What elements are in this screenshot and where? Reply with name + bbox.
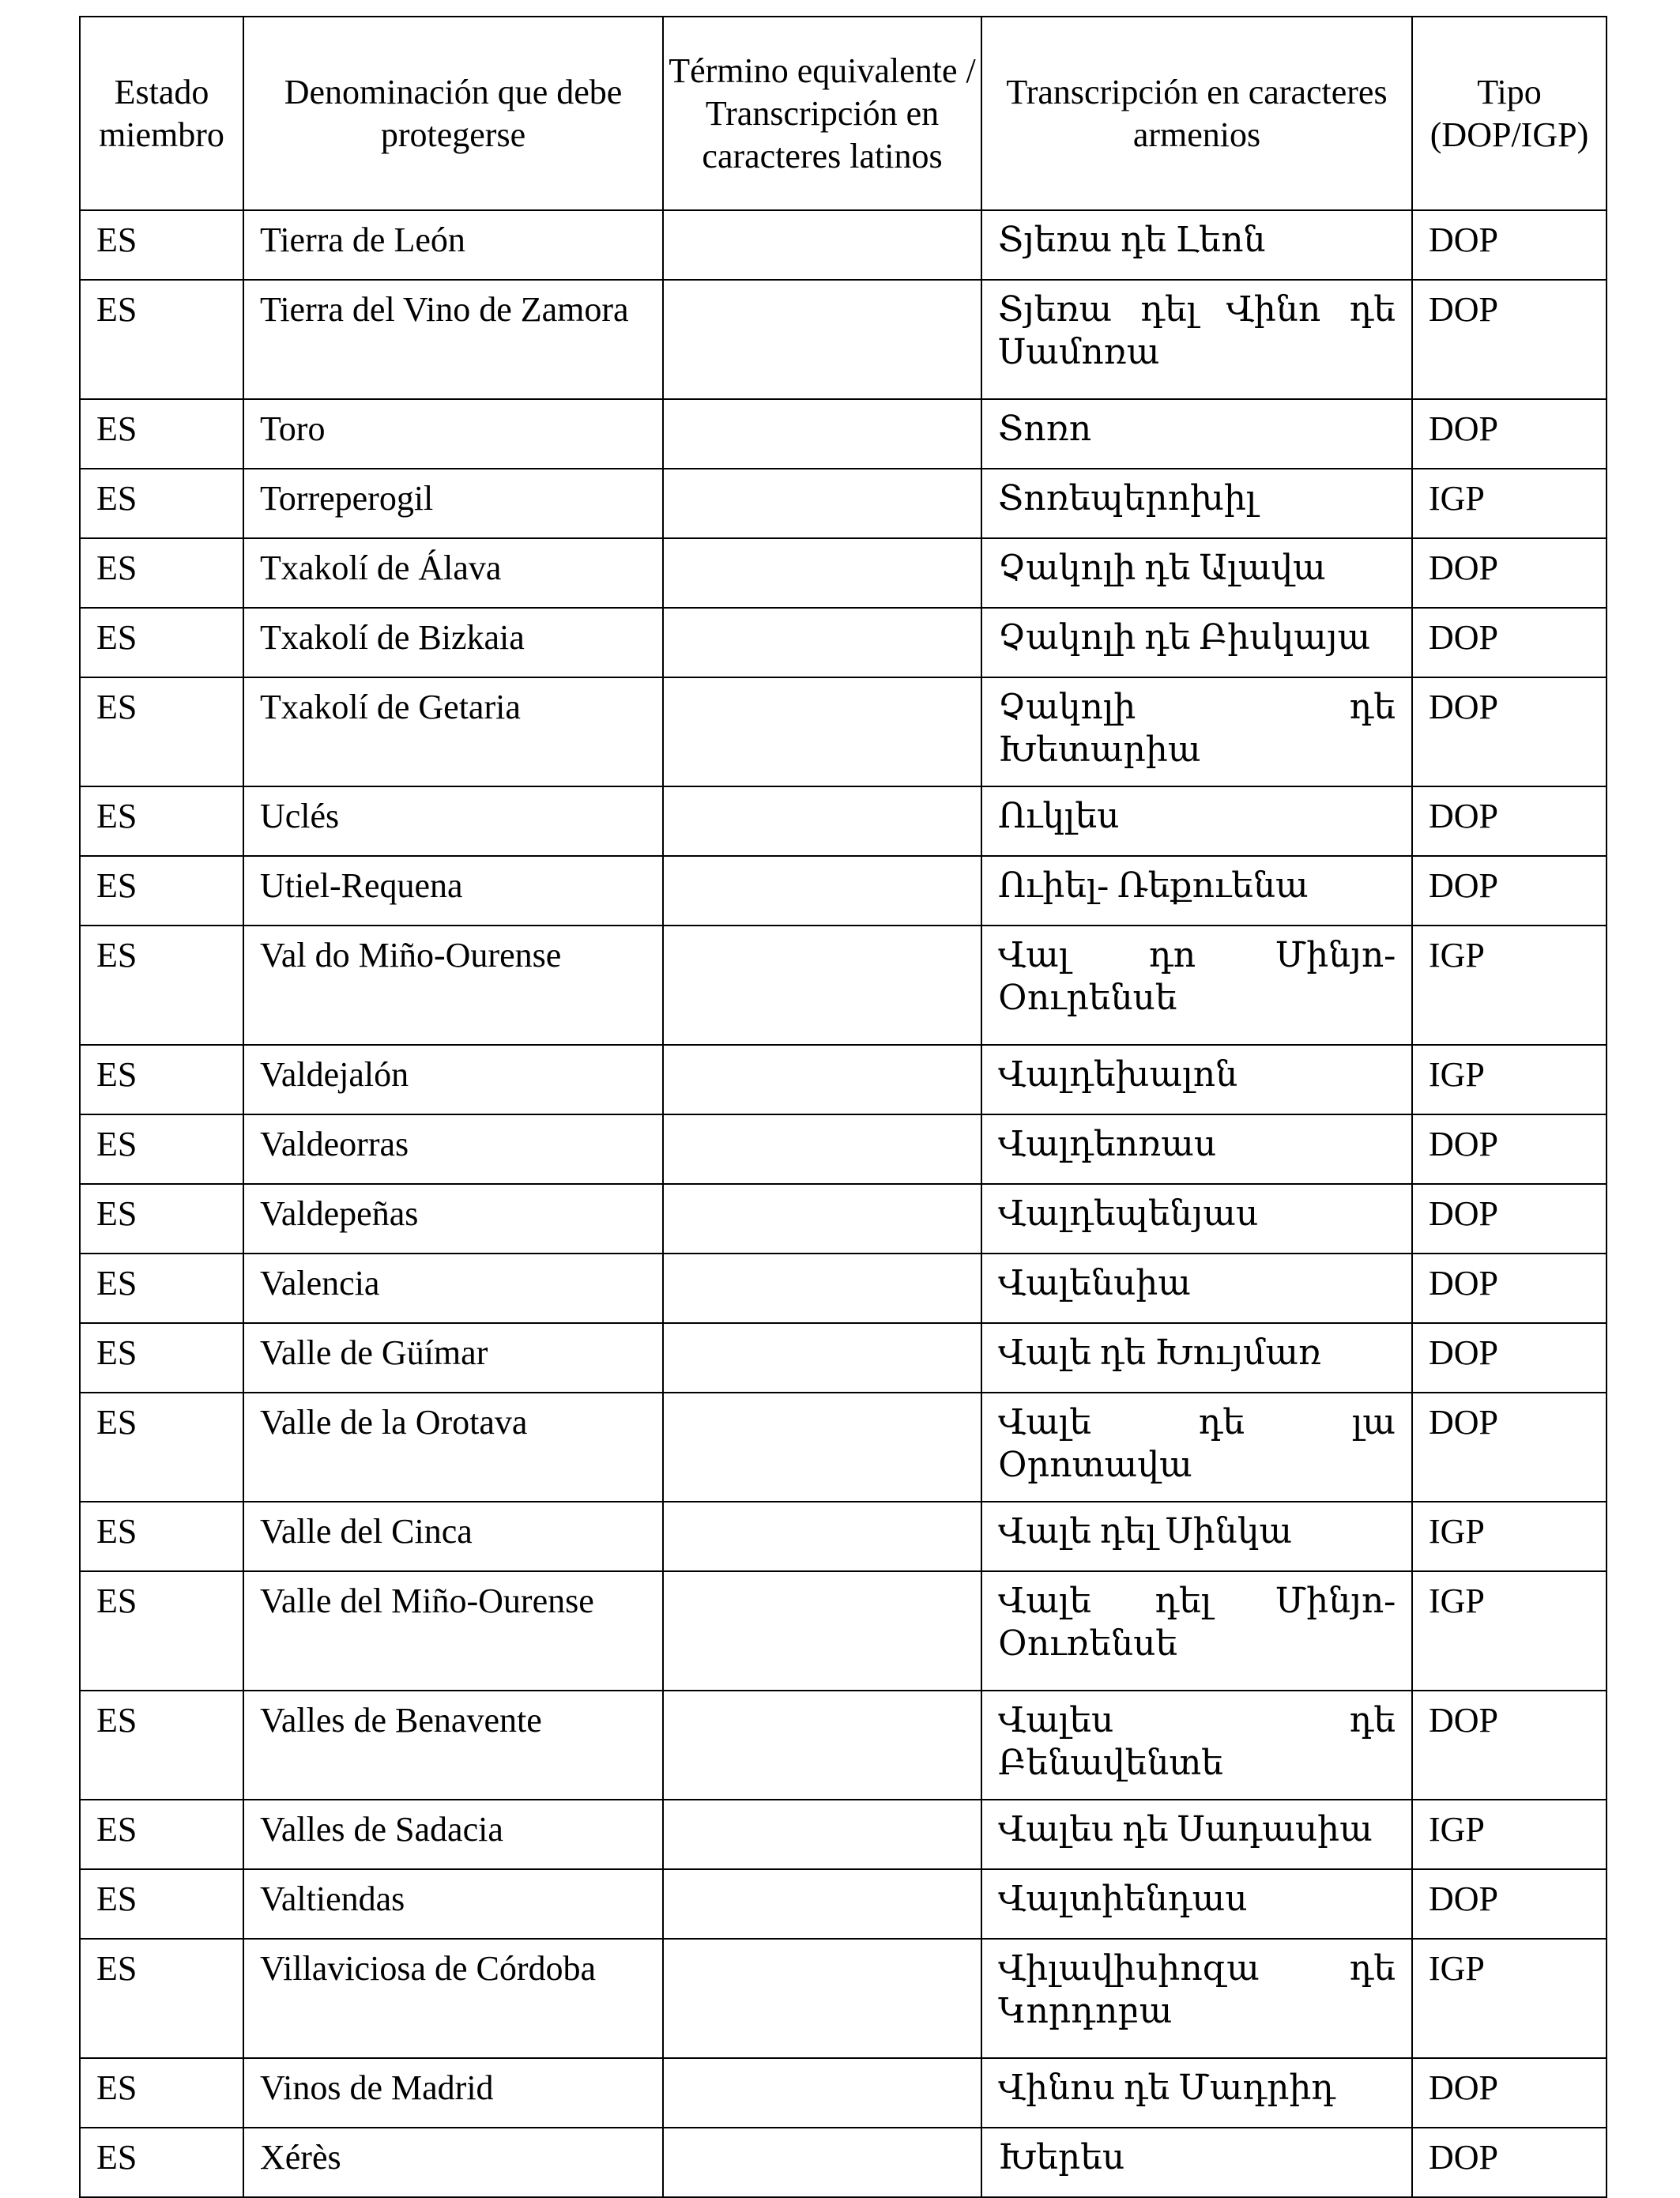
- cell-equivalent: [663, 926, 981, 1045]
- cell-armenian: Վալե դել Մինյո-Օուռենսե: [981, 1571, 1412, 1691]
- cell-type: DOP: [1412, 2058, 1607, 2128]
- cell-state: ES: [80, 1939, 243, 2058]
- cell-denomination: Valle del Cinca: [243, 1502, 663, 1571]
- cell-type: IGP: [1412, 1939, 1607, 2058]
- cell-type: DOP: [1412, 1691, 1607, 1800]
- cell-armenian: Վիլավիսիոզա դե Կորդոբա: [981, 1939, 1412, 2058]
- cell-state: ES: [80, 1571, 243, 1691]
- cell-denomination: Torreperogil: [243, 469, 663, 538]
- cell-equivalent: [663, 538, 981, 608]
- table-row: [80, 469, 1607, 538]
- cell-denomination: Txakolí de Bizkaia: [243, 608, 663, 677]
- cell-denomination: Valdeorras: [243, 1114, 663, 1184]
- cell-type: DOP: [1412, 280, 1607, 399]
- cell-state: ES: [80, 926, 243, 1045]
- cell-type: IGP: [1412, 926, 1607, 1045]
- denominations-table: [79, 16, 1607, 2198]
- cell-equivalent: [663, 2058, 981, 2128]
- cell-denomination: Toro: [243, 399, 663, 469]
- cell-armenian: Տոռեպերոխիլ: [981, 469, 1412, 538]
- cell-type: DOP: [1412, 1254, 1607, 1323]
- table-row: [80, 1691, 1607, 1800]
- table-row: [80, 2058, 1607, 2128]
- cell-equivalent: [663, 2128, 981, 2197]
- cell-denomination: Val do Miño-Ourense: [243, 926, 663, 1045]
- cell-equivalent: [663, 1323, 981, 1393]
- cell-denomination: Vinos de Madrid: [243, 2058, 663, 2128]
- cell-armenian: Տոռո: [981, 399, 1412, 469]
- cell-state: ES: [80, 856, 243, 926]
- cell-armenian: Վալե դե Խույմառ: [981, 1323, 1412, 1393]
- cell-type: DOP: [1412, 538, 1607, 608]
- cell-type: IGP: [1412, 469, 1607, 538]
- cell-armenian: Խերես: [981, 2128, 1412, 2197]
- table-row: [80, 1184, 1607, 1254]
- cell-denomination: Valtiendas: [243, 1869, 663, 1939]
- cell-state: ES: [80, 1691, 243, 1800]
- table-row: [80, 399, 1607, 469]
- cell-equivalent: [663, 210, 981, 280]
- cell-denomination: Valdejalón: [243, 1045, 663, 1114]
- cell-equivalent: [663, 1184, 981, 1254]
- cell-armenian: Վալե դել Սինկա: [981, 1502, 1412, 1571]
- cell-denomination: Valle de Güímar: [243, 1323, 663, 1393]
- table-row: [80, 608, 1607, 677]
- table-row: [80, 1323, 1607, 1393]
- cell-denomination: Txakolí de Getaria: [243, 677, 663, 786]
- cell-state: ES: [80, 280, 243, 399]
- cell-denomination: Utiel-Requena: [243, 856, 663, 926]
- table-row: [80, 1869, 1607, 1939]
- cell-equivalent: [663, 1045, 981, 1114]
- table-row: [80, 1254, 1607, 1323]
- cell-armenian: Վալդեպենյաս: [981, 1184, 1412, 1254]
- cell-armenian: Վալե դե լա Օրոտավա: [981, 1393, 1412, 1502]
- cell-equivalent: [663, 1254, 981, 1323]
- cell-state: ES: [80, 1502, 243, 1571]
- cell-denomination: Tierra del Vino de Zamora: [243, 280, 663, 399]
- header-armenian-transcription: Transcripción en caracteres armenios: [981, 17, 1412, 210]
- cell-armenian: Ուկլես: [981, 786, 1412, 856]
- cell-type: DOP: [1412, 786, 1607, 856]
- cell-type: DOP: [1412, 1869, 1607, 1939]
- cell-denomination: Txakolí de Álava: [243, 538, 663, 608]
- cell-armenian: Վալ դո Մինյո-Օուրենսե: [981, 926, 1412, 1045]
- table-row: [80, 677, 1607, 786]
- cell-type: DOP: [1412, 856, 1607, 926]
- cell-denomination: Valencia: [243, 1254, 663, 1323]
- cell-denomination: Valle de la Orotava: [243, 1393, 663, 1502]
- cell-armenian: Վինոս դե Մադրիդ: [981, 2058, 1412, 2128]
- header-type: Tipo (DOP/IGP): [1412, 17, 1607, 210]
- cell-armenian: Չակոլի դե Բիսկայա: [981, 608, 1412, 677]
- cell-equivalent: [663, 677, 981, 786]
- table-row: [80, 538, 1607, 608]
- cell-equivalent: [663, 1502, 981, 1571]
- cell-type: DOP: [1412, 210, 1607, 280]
- cell-state: ES: [80, 538, 243, 608]
- cell-equivalent: [663, 1571, 981, 1691]
- cell-denomination: Tierra de León: [243, 210, 663, 280]
- cell-equivalent: [663, 1939, 981, 2058]
- cell-armenian: Վալենսիա: [981, 1254, 1412, 1323]
- cell-state: ES: [80, 2058, 243, 2128]
- cell-state: ES: [80, 399, 243, 469]
- table-row: [80, 1800, 1607, 1869]
- cell-state: ES: [80, 1184, 243, 1254]
- cell-armenian: Տյեռա դե Լեոն: [981, 210, 1412, 280]
- cell-state: ES: [80, 2128, 243, 2197]
- table-row: [80, 1393, 1607, 1502]
- cell-state: ES: [80, 677, 243, 786]
- cell-type: DOP: [1412, 1114, 1607, 1184]
- cell-armenian: Ուիել- Ռեքուենա: [981, 856, 1412, 926]
- cell-type: IGP: [1412, 1800, 1607, 1869]
- cell-equivalent: [663, 1393, 981, 1502]
- cell-state: ES: [80, 608, 243, 677]
- table-row: [80, 1571, 1607, 1691]
- cell-denomination: Villaviciosa de Córdoba: [243, 1939, 663, 2058]
- cell-type: IGP: [1412, 1502, 1607, 1571]
- cell-type: DOP: [1412, 608, 1607, 677]
- table-row: [80, 210, 1607, 280]
- cell-state: ES: [80, 469, 243, 538]
- cell-state: ES: [80, 1800, 243, 1869]
- cell-state: ES: [80, 786, 243, 856]
- cell-state: ES: [80, 1114, 243, 1184]
- cell-state: ES: [80, 1869, 243, 1939]
- table-row: [80, 2128, 1607, 2197]
- cell-equivalent: [663, 280, 981, 399]
- cell-state: ES: [80, 1045, 243, 1114]
- cell-state: ES: [80, 210, 243, 280]
- cell-equivalent: [663, 1800, 981, 1869]
- cell-denomination: Xérès: [243, 2128, 663, 2197]
- cell-equivalent: [663, 399, 981, 469]
- table-row: [80, 1045, 1607, 1114]
- cell-equivalent: [663, 1869, 981, 1939]
- header-member-state: Estado miembro: [80, 17, 243, 210]
- cell-armenian: Վալդեոռաս: [981, 1114, 1412, 1184]
- header-denomination: Denominación que debe protegerse: [243, 17, 663, 210]
- table-row: [80, 1502, 1607, 1571]
- table-row: [80, 926, 1607, 1045]
- cell-denomination: Valdepeñas: [243, 1184, 663, 1254]
- cell-type: IGP: [1412, 1571, 1607, 1691]
- cell-type: DOP: [1412, 1323, 1607, 1393]
- cell-armenian: Վալես դե Սադասիա: [981, 1800, 1412, 1869]
- header-equivalent-term: Término equivalente / Transcripción en caracteres latinos: [663, 17, 981, 210]
- cell-type: DOP: [1412, 1184, 1607, 1254]
- cell-type: IGP: [1412, 1045, 1607, 1114]
- table-row: [80, 1939, 1607, 2058]
- cell-equivalent: [663, 856, 981, 926]
- cell-type: DOP: [1412, 1393, 1607, 1502]
- cell-type: DOP: [1412, 2128, 1607, 2197]
- cell-armenian: Չակոլի դե Ալավա: [981, 538, 1412, 608]
- table-row: [80, 1114, 1607, 1184]
- cell-equivalent: [663, 786, 981, 856]
- cell-equivalent: [663, 1114, 981, 1184]
- cell-equivalent: [663, 1691, 981, 1800]
- table-row: [80, 280, 1607, 399]
- cell-armenian: Վալտիենդաս: [981, 1869, 1412, 1939]
- cell-state: ES: [80, 1393, 243, 1502]
- cell-armenian: Չակոլի դե Խետարիա: [981, 677, 1412, 786]
- cell-state: ES: [80, 1323, 243, 1393]
- cell-denomination: Uclés: [243, 786, 663, 856]
- cell-armenian: Վալես դե Բենավենտե: [981, 1691, 1412, 1800]
- cell-type: DOP: [1412, 677, 1607, 786]
- cell-armenian: Վալդեխալոն: [981, 1045, 1412, 1114]
- cell-armenian: Տյեռա դել Վինո դե Սամոռա: [981, 280, 1412, 399]
- cell-state: ES: [80, 1254, 243, 1323]
- cell-equivalent: [663, 608, 981, 677]
- cell-type: DOP: [1412, 399, 1607, 469]
- table-row: [80, 856, 1607, 926]
- cell-denomination: Valle del Miño-Ourense: [243, 1571, 663, 1691]
- cell-equivalent: [663, 469, 981, 538]
- cell-denomination: Valles de Sadacia: [243, 1800, 663, 1869]
- cell-denomination: Valles de Benavente: [243, 1691, 663, 1800]
- table-row: [80, 786, 1607, 856]
- header-row: [80, 17, 1607, 210]
